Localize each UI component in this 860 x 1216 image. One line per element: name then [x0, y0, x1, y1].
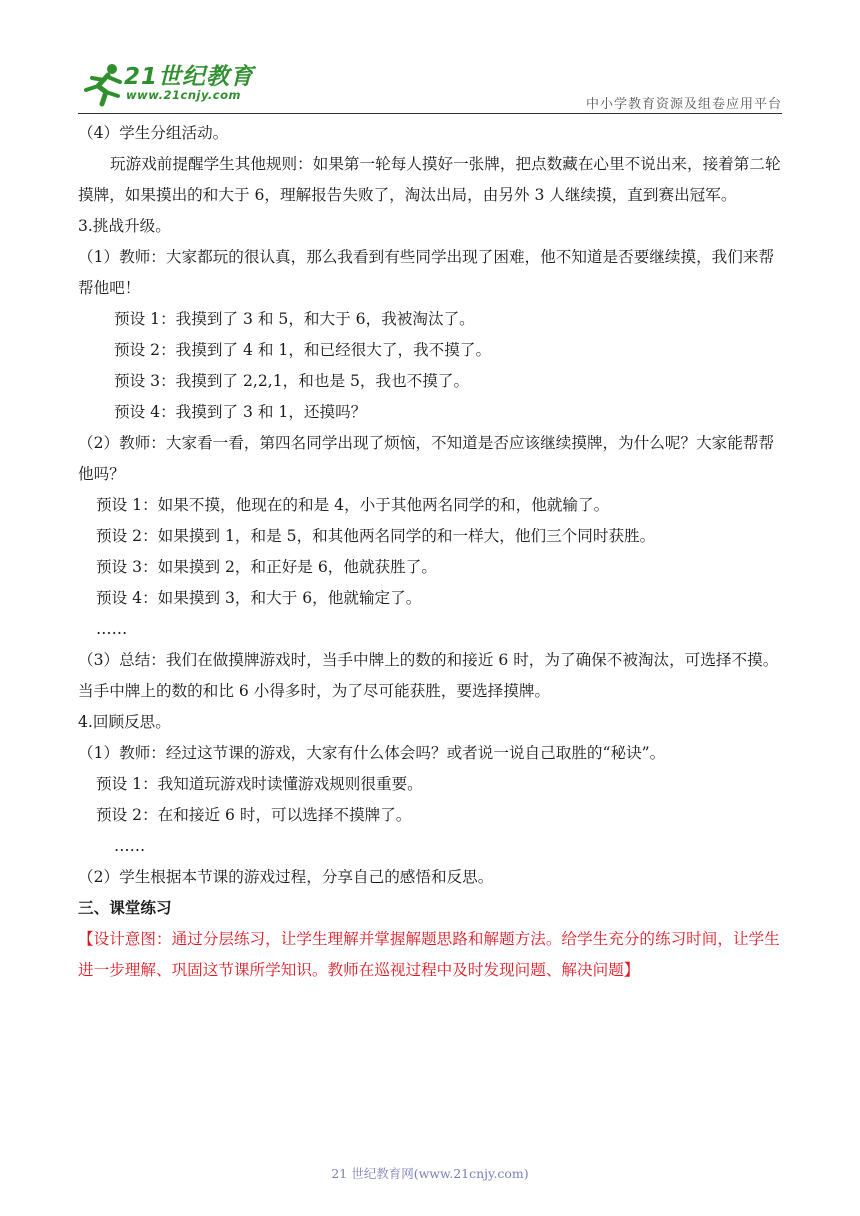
paragraph: （2）学生根据本节课的游戏过程，分享自己的感悟和反思。 — [78, 868, 494, 886]
preset-line: 预设 2：在和接近 6 时，可以选择不摸牌了。 — [96, 806, 412, 824]
preset-line: 预设 2：如果摸到 1，和是 5，和其他两名同学的和一样大，他们三个同时获胜。 — [96, 527, 656, 545]
page-footer: 21 世纪教育网(www.21cnjy.com) — [331, 1166, 529, 1181]
paragraph: （2）教师：大家看一看，第四名同学出现了烦恼，不知道是否应该继续摸牌，为什么呢？大家能帮帮他吗？ — [78, 434, 775, 483]
logo-title: 21世纪教育 — [124, 64, 255, 90]
design-intent: 【设计意图：通过分层练习，让学生理解并掌握解题思路和解题方法。给学生充分的练习时间，让学生进一步理解、巩固这节课所学知识。教师在巡视过程中及时发现问题、解决问题】 — [78, 930, 780, 979]
section-heading: 三、课堂练习 — [78, 899, 172, 917]
preset-line: 预设 1：我知道玩游戏时读懂游戏规则很重要。 — [96, 775, 423, 793]
preset-line: 预设 3：我摸到了 2,2,1，和也是 5，我也不摸了。 — [114, 372, 470, 390]
paragraph: 4.回顾反思。 — [78, 713, 171, 731]
header-platform-text: 中小学教育资源及组卷应用平台 — [585, 97, 782, 112]
preset-line: 预设 4：如果摸到 3，和大于 6，他就输定了。 — [96, 589, 422, 607]
preset-line: 预设 1：我摸到了 3 和 5，和大于 6，我被淘汰了。 — [114, 310, 475, 328]
document-body — [78, 118, 784, 986]
paragraph: （4）学生分组活动。 — [78, 124, 229, 142]
logo-url: www.21cnjy.com — [126, 88, 241, 102]
paragraph: （3）总结：我们在做摸牌游戏时，当手中牌上的数的和接近 6 时，为了确保不被淘汰，可选择不摸。当手中牌上的数的和比 6 小得多时，为了尽可能获胜，要选择摸牌。 — [78, 651, 779, 700]
paragraph: （1）教师：大家都玩的很认真，那么我看到有些同学出现了困难，他不知道是否要继续摸，我们来帮帮他吧！ — [78, 248, 775, 297]
paragraph: 玩游戏前提醒学生其他规则：如果第一轮每人摸好一张牌，把点数藏在心里不说出来，接着第二轮摸牌，如果摸出的和大于 6，理解报告失败了，淘汰出局，由另外 3 人继续摸，直到赛出冠军。 — [78, 155, 781, 204]
runner-logo-icon — [78, 62, 126, 108]
ellipsis: …… — [114, 837, 146, 855]
preset-line: 预设 4：我摸到了 3 和 1，还摸吗？ — [114, 403, 367, 421]
preset-line: 预设 3：如果摸到 2，和正好是 6，他就获胜了。 — [96, 558, 437, 576]
page-header — [0, 0, 860, 120]
ellipsis: …… — [96, 620, 128, 638]
preset-line: 预设 1：如果不摸，他现在的和是 4，小于其他两名同学的和，他就输了。 — [96, 496, 610, 514]
paragraph: （1）教师：经过这节课的游戏，大家有什么体会吗？或者说一说自己取胜的“秘诀”。 — [78, 744, 666, 762]
header-divider — [78, 113, 782, 114]
paragraph: 3.挑战升级。 — [78, 217, 171, 235]
logo — [78, 58, 258, 110]
preset-line: 预设 2：我摸到了 4 和 1，和已经很大了，我不摸了。 — [114, 341, 492, 359]
